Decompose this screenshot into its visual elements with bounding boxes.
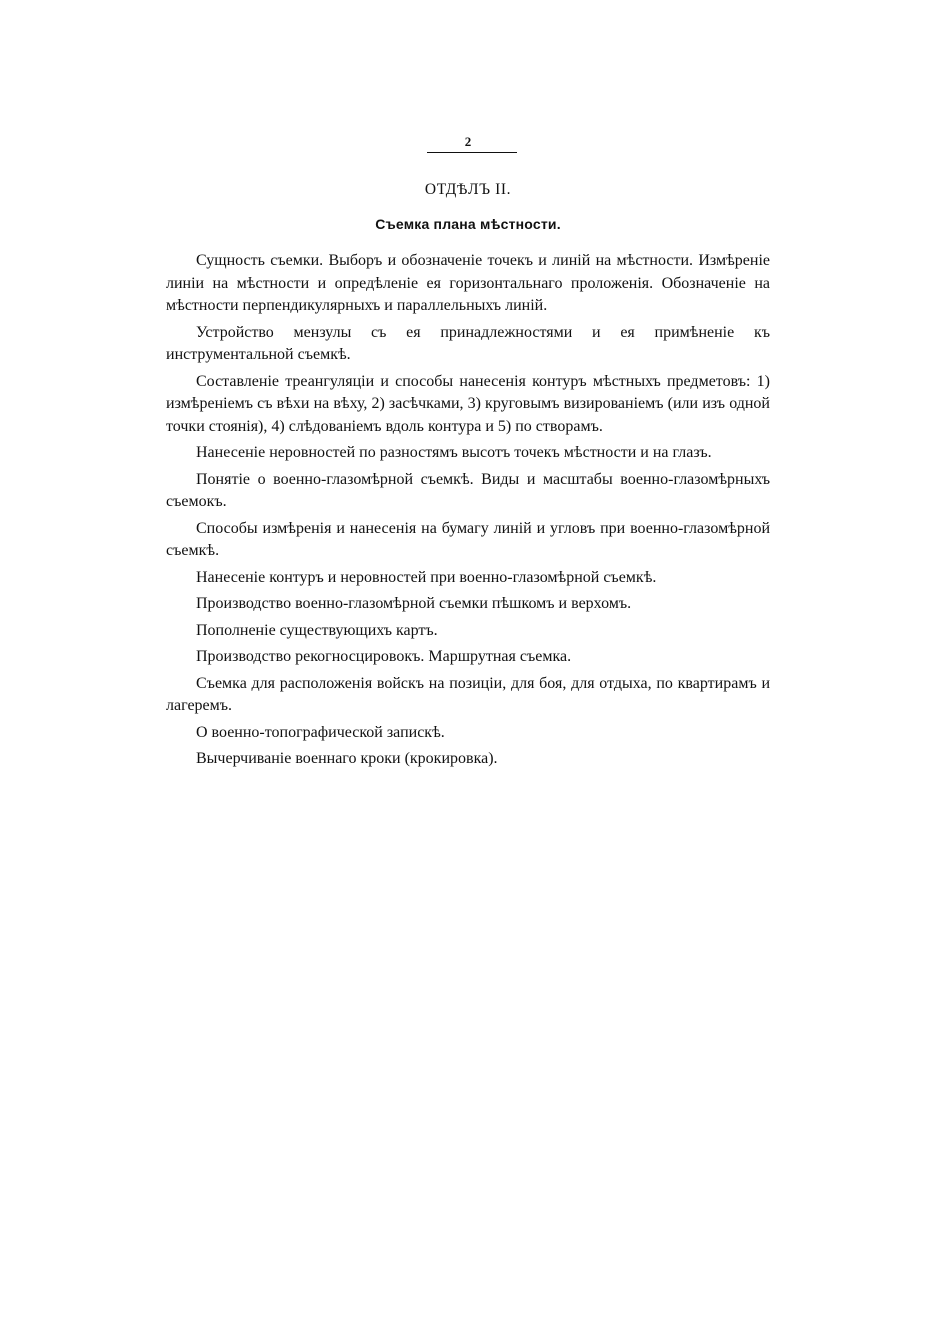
topic-paragraph: Устройство мензулы съ ея принадлежностями и ея примѣненіе къ инструментальной съемкѣ.	[166, 323, 770, 363]
page-number-rule	[427, 152, 517, 153]
topic-paragraph: Производство рекогносцировокъ. Маршрутная съемка.	[196, 648, 572, 665]
topic-paragraph: Вычерчиваніе военнаго кроки (крокировка).	[196, 750, 498, 767]
topic-paragraph: О военно-топографической запискѣ.	[196, 723, 445, 741]
topic-paragraph: Сущность съемки. Выборъ и обозначеніе точекъ и линій на мѣстности. Измѣреніе линіи на мѣстности и опредѣленіе ея горизонтальнаго проложенія. Обозначеніе на мѣстности перпендикулярныхъ и параллельныхъ линій.	[166, 252, 770, 314]
topic-paragraph: Способы измѣренія и нанесенія на бумагу линій и угловъ при военно-глазомѣрной съемкѣ.	[166, 519, 770, 559]
topic-paragraph: Нанесеніе неровностей по разностямъ высотъ точекъ мѣстности и на глазъ.	[196, 444, 712, 461]
section-heading: ОТДѢЛЪ II.	[424, 181, 512, 198]
topic-paragraph: Нанесеніе контуръ и неровностей при военно-глазомѣрной съемкѣ.	[196, 568, 657, 586]
topics-list	[166, 250, 770, 775]
topic-paragraph: Составленіе треангуляціи и способы нанесенія контуръ мѣстныхъ предметовъ: 1) измѣреніемъ съ вѣхи на вѣху, 2) засѣчками, 3) круговымъ визированіемъ (или изъ одной точки стоянія), 4) слѣдованіемъ вдоль контура и 5) по створамъ.	[166, 372, 770, 435]
topic-paragraph: Производство военно-глазомѣрной съемки пѣшкомъ и верхомъ.	[196, 595, 632, 612]
page-number: 2	[464, 134, 472, 149]
topic-paragraph: Съемка для расположенія войскъ на позиціи, для боя, для отдыха, по квартирамъ и лагеремъ.	[166, 674, 770, 714]
section-title: Съемка плана мѣстности.	[375, 216, 561, 232]
topic-paragraph: Пополненіе существующихъ картъ.	[196, 621, 438, 639]
topic-paragraph: Понятіе о военно-глазомѣрной съемкѣ. Виды и масштабы военно-глазомѣрныхъ съемокъ.	[166, 470, 770, 510]
